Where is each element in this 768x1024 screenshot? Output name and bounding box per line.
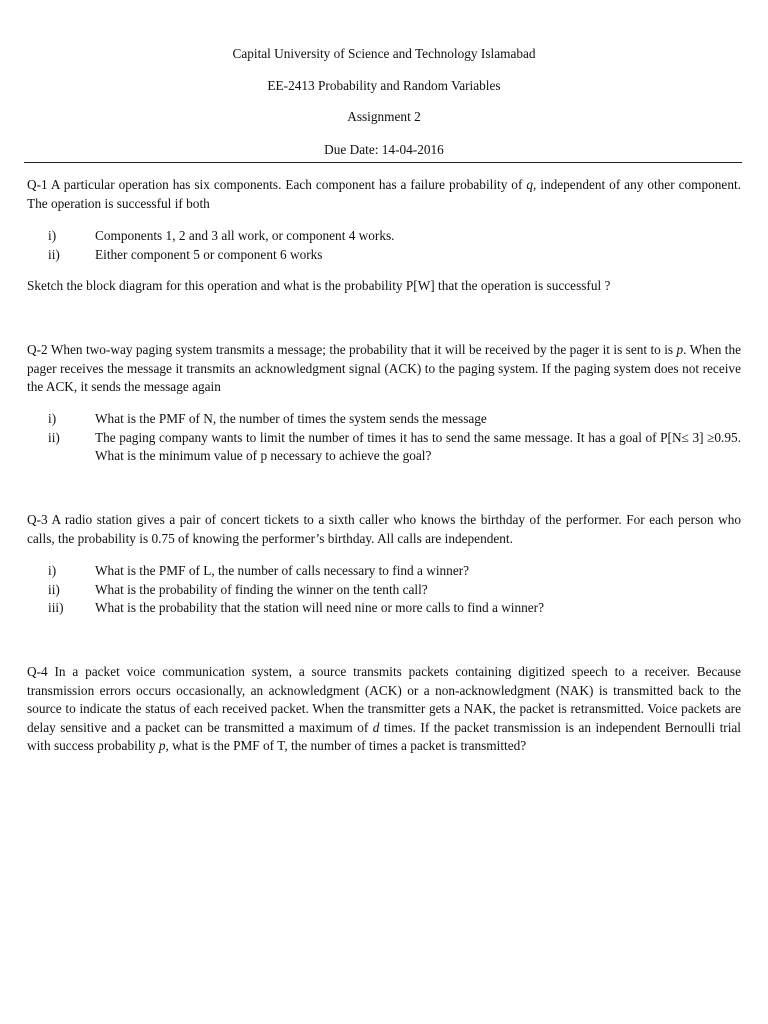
q1-intro-b: , independent of any other component. The operation is successful if both: [27, 177, 741, 211]
q2-intro-b: . When the pager receives the message it transmits an acknowledgment signal (ACK) to the paging system. If the paging system does not receive the ACK, it sends the message again: [27, 342, 741, 394]
item-text: What is the PMF of L, the number of calls necessary to find a winner?: [95, 563, 470, 578]
item-text: The paging company wants to limit the number of times it has to send the same message. It has a goal of P[N≤ 3] ≥0.95. What is the minimum value of p necessary to achieve the goal?: [95, 429, 741, 463]
list-item: [27, 410, 741, 429]
question-2-intro: [27, 341, 741, 397]
q4-var-d: d: [372, 719, 380, 735]
item-number: i): [48, 228, 57, 243]
question-4: [27, 663, 741, 756]
item-text: What is the probability of finding the winner on the tenth call?: [95, 581, 428, 597]
q4-var-p: p: [158, 738, 166, 753]
q4-text-c: , what is the PMF of T, the number of times a packet is transmitted?: [165, 738, 527, 753]
q4-text-a: Q-4 In a packet voice communication system, a source transmits packets containing digitized speech to a receiver. Because transmission errors occurs occasionally, an acknowledgment (ACK) or a non-acknowledgment (NAK) is transmitted back to the source to indicate the status of each received packet. When the transmitter gets a NAK, the packet is retransmitted. Voice packets are delay sensitive and a packet can be transmitted a maximum of: [27, 664, 741, 735]
item-text: What is the PMF of N, the number of times the system sends the message: [95, 411, 487, 426]
item-number: i): [48, 563, 57, 578]
list-item: [27, 227, 741, 246]
university-name: Capital University of Science and Technology Islamabad: [232, 46, 536, 61]
list-item: [27, 599, 741, 618]
item-text: Either component 5 or component 6 works: [95, 246, 323, 262]
item-number: ii): [48, 581, 60, 597]
item-number: i): [48, 411, 57, 426]
list-item: [27, 246, 741, 265]
q1-intro-a: Q-1 A particular operation has six components. Each component has a failure probability of: [27, 177, 527, 192]
q4-text-b: times. If the packet transmission is an independent Bernoulli trial with success probability: [27, 719, 741, 753]
due-date: Due Date: 14-04-2016: [324, 142, 444, 157]
item-number: ii): [48, 246, 60, 262]
q2-var-p: p: [676, 342, 684, 357]
question-3-list: [27, 562, 741, 618]
question-1-list: [27, 227, 741, 264]
header-divider: [24, 162, 742, 163]
list-item: [27, 581, 741, 600]
question-1-intro: [27, 176, 741, 213]
question-1-closing: Sketch the block diagram for this operation and what is the probability P[W] that the operation is successful ?: [27, 278, 611, 293]
list-item: [27, 562, 741, 581]
q2-intro-a: Q-2 When two-way paging system transmits a message; the probability that it will be received by the pager it is sent to is: [27, 342, 677, 357]
question-3-intro: Q-3 A radio station gives a pair of concert tickets to a sixth caller who knows the birthday of the performer. For each person who calls, the probability is 0.75 of knowing the performer’s birthday. All calls are independent.: [27, 512, 741, 546]
question-2-list: [27, 410, 741, 466]
list-item: [27, 429, 741, 466]
q1-var-q: q: [526, 177, 533, 192]
item-number: iii): [48, 600, 64, 615]
item-text: Components 1, 2 and 3 all work, or component 4 works.: [95, 228, 395, 243]
item-number: ii): [48, 429, 60, 445]
course-title: EE-2413 Probability and Random Variables: [267, 78, 501, 93]
item-text: What is the probability that the station will need nine or more calls to find a winner?: [95, 600, 545, 615]
assignment-title: Assignment 2: [347, 109, 421, 124]
